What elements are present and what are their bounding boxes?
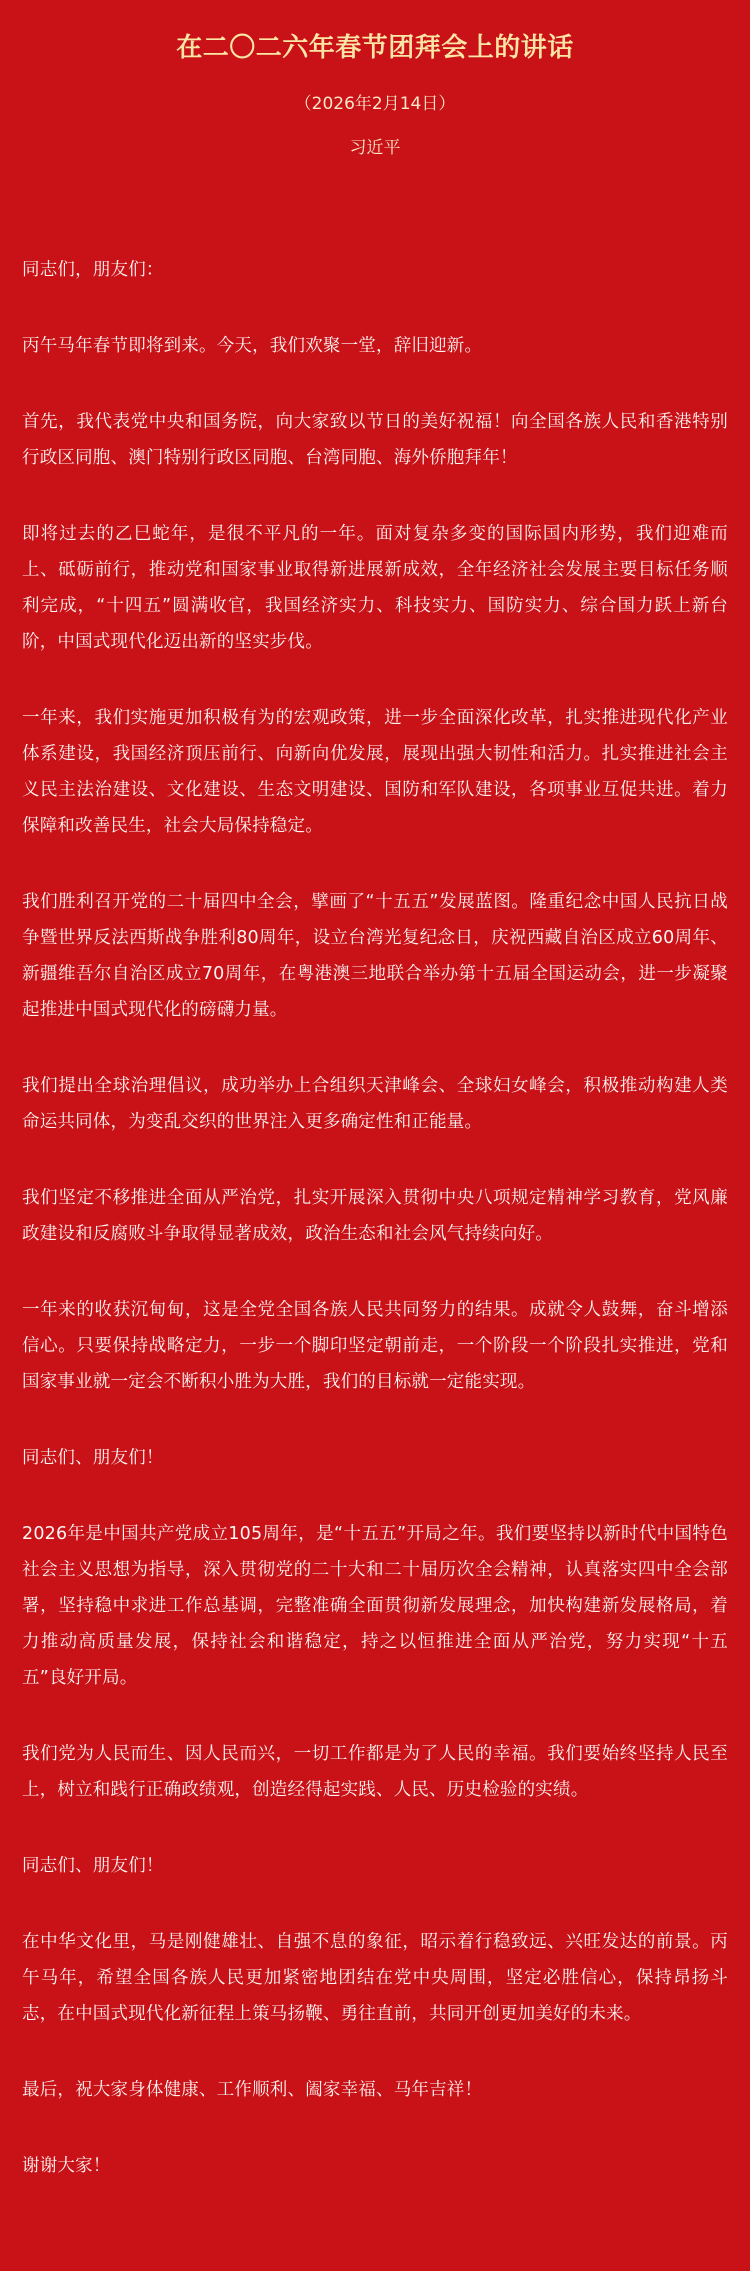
paragraph: 一年来的收获沉甸甸，这是全党全国各族人民共同努力的结果。成就令人鼓舞，奋斗增添信心。只要保持战略定力，一步一个脚印坚定朝前走，一个阶段一个阶段扎实推进，党和国家事业就一定会不断积小胜为大胜，我们的目标就一定能实现。 [22, 1300, 728, 1392]
paragraph-closing: 谢谢大家！ [22, 2156, 111, 2176]
paragraph: 即将过去的乙巳蛇年，是很不平凡的一年。面对复杂多变的国际国内形势，我们迎难而上、砥砺前行，推动党和国家事业取得新进展新成效，全年经济社会发展主要目标任务顺利完成，“十四五”圆满收官，我国经济实力、科技实力、国防实力、综合国力跃上新台阶，中国式现代化迈出新的坚实步伐。 [22, 524, 728, 652]
paragraph: 我们党为人民而生、因人民而兴，一切工作都是为了人民的幸福。我们要始终坚持人民至上，树立和践行正确政绩观，创造经得起实践、人民、历史检验的实绩。 [22, 1744, 728, 1800]
paragraph-salutation: 同志们、朋友们！ [22, 1448, 164, 1468]
paragraph: 最后，祝大家身体健康、工作顺利、阖家幸福、马年吉祥！ [22, 2080, 483, 2100]
paragraph: 2026年是中国共产党成立105周年，是“十五五”开局之年。我们要坚持以新时代中国特色社会主义思想为指导，深入贯彻党的二十大和二十届历次全会精神，认真落实四中全会部署，坚持稳中求进工作总基调，完整准确全面贯彻新发展理念，加快构建新发展格局，着力推动高质量发展，保持社会和谐稳定，持之以恒推进全面从严治党，努力实现“十五五”良好开局。 [22, 1524, 728, 1688]
paragraph: 在中华文化里，马是刚健雄壮、自强不息的象征，昭示着行稳致远、兴旺发达的前景。丙午马年，希望全国各族人民更加紧密地团结在党中央周围，坚定必胜信心，保持昂扬斗志，在中国式现代化新征程上策马扬鞭、勇往直前，共同开创更加美好的未来。 [22, 1932, 728, 2024]
speech-author: 习近平 [349, 138, 401, 158]
paragraph-greeting: 同志们，朋友们： [22, 260, 164, 280]
paragraph-salutation: 同志们、朋友们！ [22, 1856, 164, 1876]
paragraph: 我们胜利召开党的二十届四中全会，擘画了“十五五”发展蓝图。隆重纪念中国人民抗日战争暨世界反法西斯战争胜利80周年，设立台湾光复纪念日，庆祝西藏自治区成立60周年、新疆维吾尔自治区成立70周年，在粤港澳三地联合举办第十五届全国运动会，进一步凝聚起推进中国式现代化的磅礴力量。 [22, 892, 728, 1020]
paragraph: 丙午马年春节即将到来。今天，我们欢聚一堂，辞旧迎新。 [22, 336, 483, 356]
paragraph: 我们坚定不移推进全面从严治党，扎实开展深入贯彻中央八项规定精神学习教育，党风廉政建设和反腐败斗争取得显著成效，政治生态和社会风气持续向好。 [22, 1188, 728, 1244]
paragraph: 我们提出全球治理倡议，成功举办上合组织天津峰会、全球妇女峰会，积极推动构建人类命运共同体，为变乱交织的世界注入更多确定性和正能量。 [22, 1076, 728, 1132]
paragraph: 首先，我代表党中央和国务院，向大家致以节日的美好祝福！向全国各族人民和香港特别行政区同胞、澳门特别行政区同胞、台湾同胞、海外侨胞拜年！ [22, 412, 728, 468]
speech-date: （2026年2月14日） [294, 94, 456, 114]
page-title: 在二〇二六年春节团拜会上的讲话 [176, 33, 574, 63]
speech-body [22, 252, 728, 2184]
paragraph: 一年来，我们实施更加积极有为的宏观政策，进一步全面深化改革，扎实推进现代化产业体系建设，我国经济顶压前行、向新向优发展，展现出强大韧性和活力。扎实推进社会主义民主法治建设、文化建设、生态文明建设、国防和军队建设，各项事业互促共进。着力保障和改善民生，社会大局保持稳定。 [22, 708, 728, 836]
